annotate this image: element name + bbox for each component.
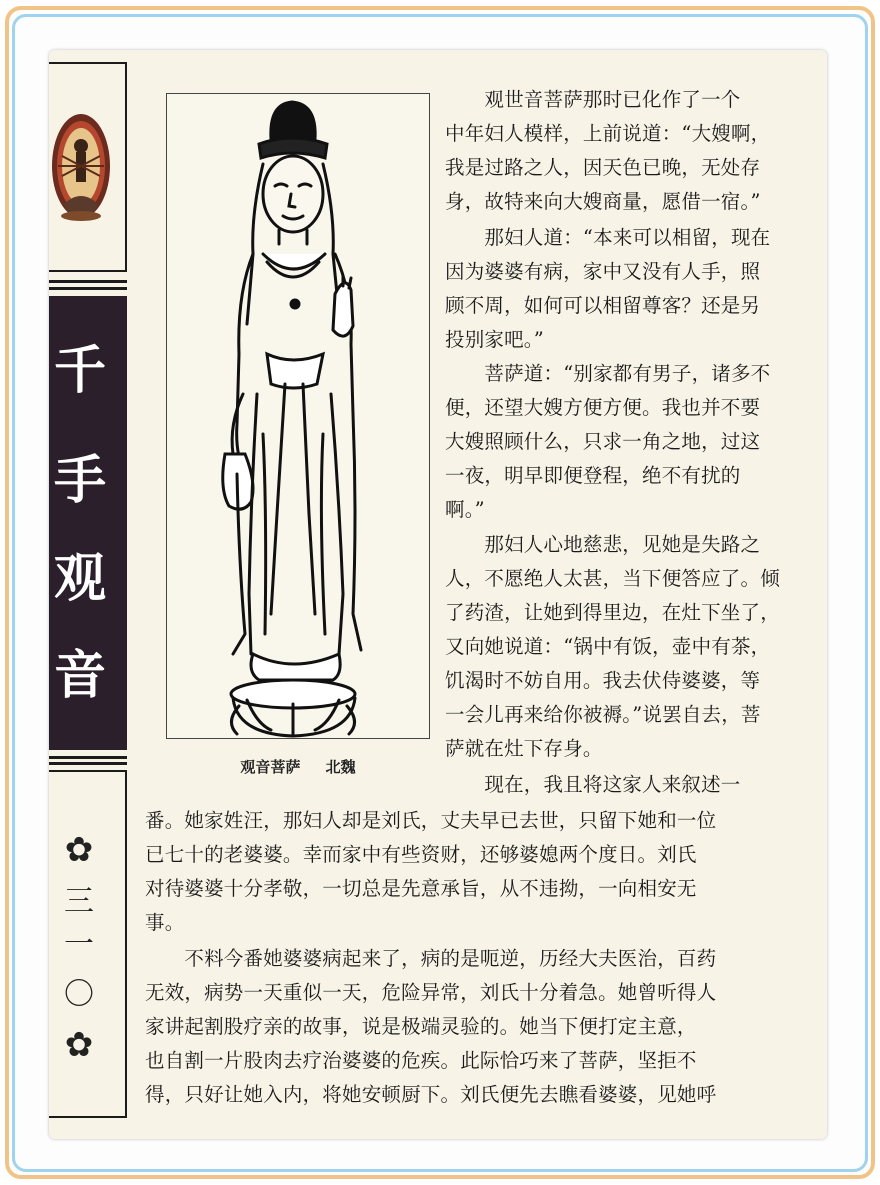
text-line: 啊。” — [445, 498, 485, 521]
page-number-char: 〇 — [64, 977, 94, 1012]
text-line: 萨就在灶下存身。 — [445, 737, 603, 760]
text-line: 不料今番她婆婆病起来了，病的是呃逆，历经大夫医治，百药 — [145, 947, 717, 970]
title-char: 观 — [53, 548, 106, 609]
text-line: 菩萨道：“别家都有男子，诸多不 — [445, 362, 771, 385]
text-line: 家讲起割股疗亲的故事，说是极端灵验的。她当下便打定主意， — [145, 1015, 697, 1038]
text-line: 身，故特来向大嫂商量，愿借一宿。” — [445, 190, 761, 213]
divider-rule — [49, 280, 127, 283]
text-line: 我是过路之人，因天色已晚，无处存 — [445, 156, 761, 179]
text-line: 无效，病势一天重似一天，危险异常，刘氏十分着急。她曾听得人 — [145, 981, 717, 1004]
text-line: 一会儿再来给你被褥。”说罢自去，菩 — [445, 703, 761, 726]
text-line: 那妇人心地慈悲，见她是失路之 — [445, 533, 761, 556]
text-line: 得，只好让她入内，将她安顿厨下。刘氏便先去瞧看婆婆，见她呼 — [145, 1083, 717, 1106]
text-line: 饥渴时不妨自用。我去伏侍婆婆，等 — [445, 669, 761, 692]
text-line: 了药渣，让她到得里边，在灶下坐了， — [445, 601, 780, 624]
caption-title: 观音菩萨 — [240, 758, 301, 776]
text-line: 对待婆婆十分孝敬，一切总是先意承旨，从不违拗，一向相安无 — [145, 877, 697, 900]
text-line: 因为婆婆有病，家中又没有人手，照 — [445, 260, 761, 283]
text-line: 大嫂照顾什么，只求一角之地，过这 — [445, 430, 761, 453]
title-char: 千 — [53, 340, 106, 401]
text-line: 中年妇人模样，上前说道：“大嫂啊， — [445, 122, 771, 145]
flower-ornament-icon: ✿ — [64, 1025, 94, 1065]
text-line: 顾不周，如何可以相留尊客？还是另 — [445, 294, 761, 317]
text-line: 人，不愿绝人太甚，当下便答应了。倾 — [445, 567, 780, 590]
figure-caption — [166, 756, 430, 777]
text-line: 已七十的老婆婆。幸而家中有些资财，还够婆媳两个度日。刘氏 — [145, 843, 697, 866]
illustration-frame — [166, 93, 430, 739]
text-line: 又向她说道：“锅中有饭，壶中有茶， — [445, 635, 771, 658]
text-line: 那妇人道：“本来可以相留，现在 — [445, 226, 771, 249]
title-char: 音 — [53, 645, 106, 706]
guanyin-statue-illustration — [167, 94, 429, 738]
text-line: 事。 — [145, 911, 185, 934]
page-number-char: 一 — [64, 927, 94, 962]
divider-rule — [49, 287, 127, 290]
text-line: 投别家吧。” — [445, 328, 544, 351]
guanyin-emblem-icon — [50, 108, 112, 226]
page-number-char: 三 — [64, 884, 94, 919]
flower-ornament-icon: ✿ — [64, 830, 94, 870]
caption-era: 北魏 — [325, 758, 356, 776]
divider-rule — [49, 762, 127, 765]
text-line: 观世音菩萨那时已化作了一个 — [445, 88, 741, 111]
title-char: 手 — [53, 450, 106, 511]
text-line: 一夜，明早即便登程，绝不有扰的 — [445, 464, 741, 487]
text-line: 番。她家姓汪，那妇人却是刘氏，丈夫早已去世，只留下她和一位 — [145, 809, 717, 832]
text-line: 也自割一片股肉去疗治婆婆的危疾。此际恰巧来了菩萨，坚拒不 — [145, 1049, 697, 1072]
text-line: 现在，我且将这家人来叙述一 — [445, 773, 741, 796]
text-line: 便，还望大嫂方便方便。我也并不要 — [445, 396, 761, 419]
divider-rule — [49, 756, 127, 759]
